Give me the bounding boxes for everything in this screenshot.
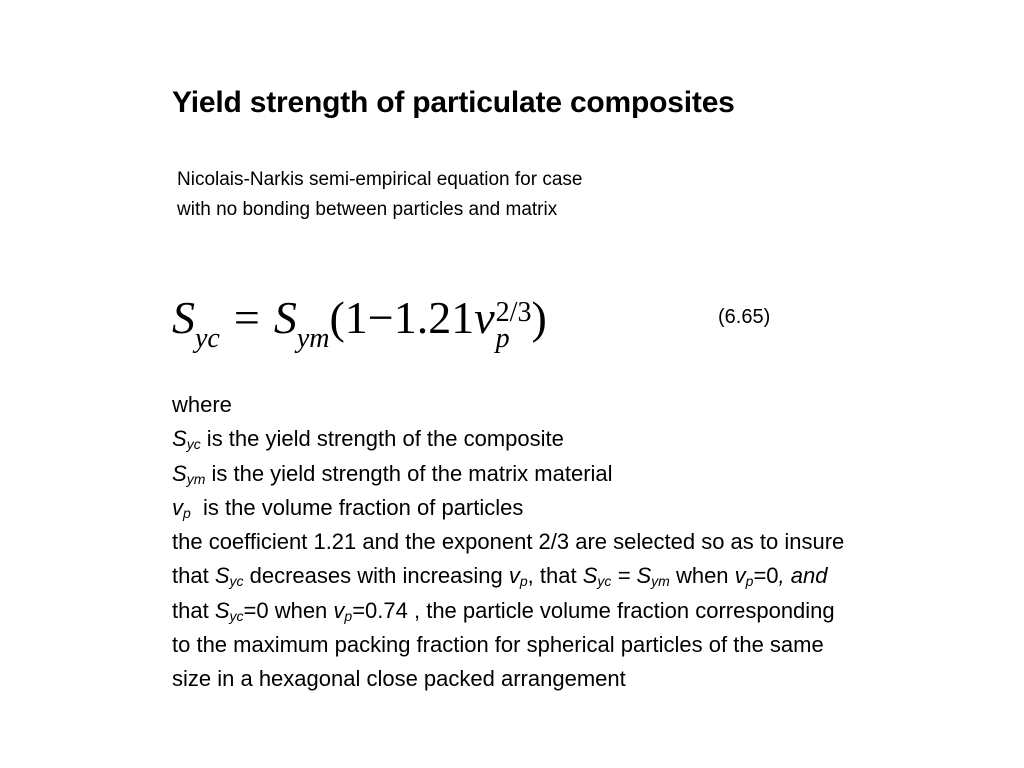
eq-close-paren: ) <box>531 292 547 343</box>
p2-symbol-syc: S <box>214 563 230 589</box>
paragraph-line-5: size in a hexagonal close packed arrangement <box>172 666 626 692</box>
p2-symbol-v-2: v <box>734 563 746 589</box>
eq-lhs-symbol: S <box>172 292 195 343</box>
p2-subscript-p-2: p <box>745 573 754 590</box>
slide-title: Yield strength of particulate composites <box>172 86 735 119</box>
p3-text-c: =0.74 , the particle volume fraction corresponding <box>352 597 835 623</box>
p2-subscript-yc: yc <box>229 573 244 590</box>
p2-text-a: that <box>172 563 215 589</box>
yield-strength-equation <box>172 278 547 365</box>
eq-rhs-subscript: ym <box>296 323 330 354</box>
explanation-text <box>172 388 844 697</box>
p3-symbol-syc: S <box>214 597 230 623</box>
p2-text-d: = <box>611 563 637 589</box>
eq-v-subscript: p <box>495 323 510 355</box>
eq-v-symbol: v <box>474 292 495 343</box>
definition-vp-symbol: v <box>172 494 183 520</box>
description-line-2: with no bonding between particles and matrix <box>177 199 558 220</box>
p2-text-f: =0 <box>753 563 779 589</box>
definition-syc-text: is the yield strength of the composite <box>200 426 564 452</box>
definition-vp-subscript: p <box>183 504 191 521</box>
definition-vp-text: is the volume fraction of particles <box>190 494 524 520</box>
definition-sym <box>172 457 844 491</box>
paragraph-line-1: the coefficient 1.21 and the exponent 2/3 are selected so as to insure <box>172 529 845 555</box>
p3-text-b: =0 when <box>243 597 334 623</box>
eq-rhs-symbol: S <box>273 292 297 343</box>
p2-subscript-yc-2: yc <box>597 573 612 590</box>
description-line-1: Nicolais-Narkis semi-empirical equation for case <box>177 169 583 190</box>
definition-sym-subscript: ym <box>186 470 206 487</box>
p2-symbol-sym: S <box>636 563 652 589</box>
p2-symbol-v: v <box>508 563 520 589</box>
p3-text-a: that <box>172 597 215 623</box>
p2-subscript-p: p <box>519 573 528 590</box>
p3-subscript-yc: yc <box>229 607 244 624</box>
p2-text-b: decreases with increasing <box>243 563 509 589</box>
eq-open-paren: (1 <box>329 292 368 343</box>
definition-vp <box>172 491 844 525</box>
paragraph-line-2 <box>172 559 844 593</box>
definition-sym-symbol: S <box>172 460 187 486</box>
where-label: where <box>172 392 232 417</box>
eq-lhs-subscript: yc <box>195 323 220 354</box>
definition-syc-subscript: yc <box>186 436 201 453</box>
paragraph-line-3 <box>172 594 844 628</box>
equation-description <box>177 165 582 225</box>
definition-syc <box>172 422 844 456</box>
p2-text-g: , and <box>778 563 828 589</box>
eq-coefficient: 1.21 <box>393 292 475 343</box>
p2-text-e: when <box>669 563 735 589</box>
eq-v-exponent: 2/3 <box>495 297 532 329</box>
definition-sym-text: is the yield strength of the matrix material <box>205 460 613 486</box>
eq-minus: − <box>367 292 394 343</box>
p3-symbol-v: v <box>333 597 345 623</box>
eq-equals: = <box>233 292 260 343</box>
p2-text-c: , that <box>527 563 583 589</box>
p2-symbol-syc-2: S <box>582 563 598 589</box>
definition-syc-symbol: S <box>172 426 187 452</box>
equation-number: (6.65) <box>718 306 771 328</box>
paragraph-line-4: to the maximum packing fraction for spherical particles of the same <box>172 632 824 658</box>
p2-subscript-ym: ym <box>651 573 670 590</box>
eq-v-scripts <box>495 297 532 355</box>
p3-subscript-p: p <box>344 607 353 624</box>
